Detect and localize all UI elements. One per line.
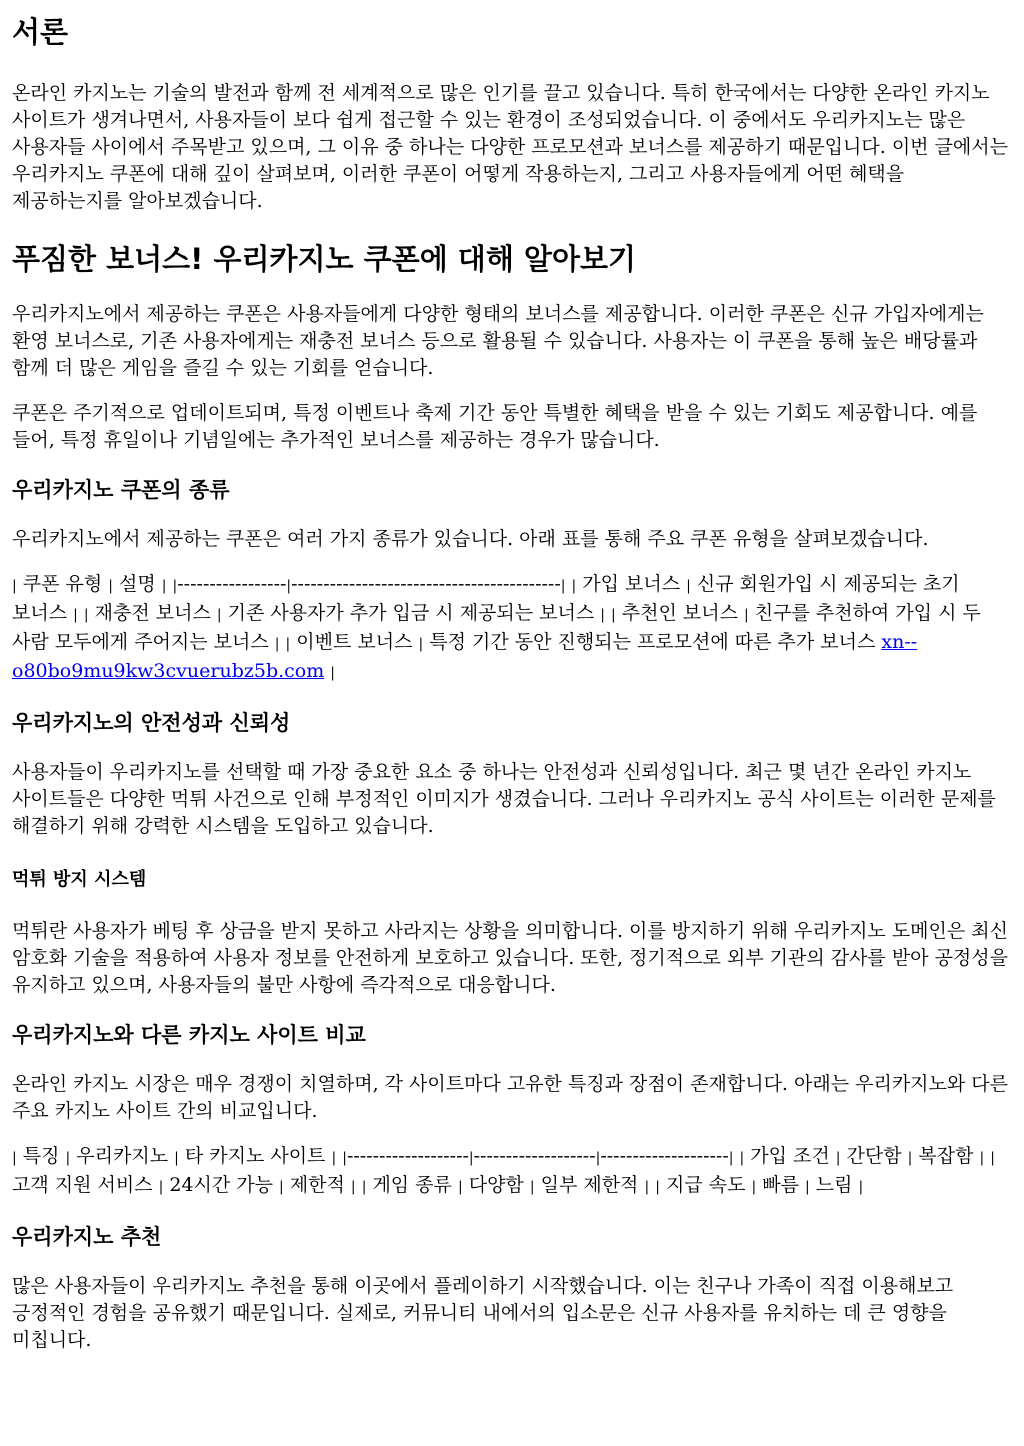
table-pipe: | bbox=[468, 1150, 474, 1166]
table-cell-text: -------------------- bbox=[600, 1145, 729, 1167]
table-pipe: | bbox=[83, 607, 89, 623]
table-pipe: | bbox=[595, 1150, 601, 1166]
table-pipe: | bbox=[611, 607, 616, 623]
table-pipe: | bbox=[571, 578, 577, 594]
table-cell-text: 신규 회원가입 시 제공되는 초기 보너스 bbox=[12, 573, 960, 624]
table-pipe: | bbox=[286, 578, 292, 594]
table-pipe: | bbox=[979, 1150, 985, 1166]
coupon-types-table bbox=[12, 571, 1012, 687]
table-pipe: | bbox=[342, 1150, 347, 1166]
coupon-heading: 푸짐한 보너스! 우리카지노 쿠폰에 대해 알아보기 bbox=[12, 242, 636, 276]
table-pipe: | bbox=[174, 1150, 179, 1166]
coupon-paragraph-2: 쿠폰은 주기적으로 업데이트되며, 특정 이벤트나 축제 기간 동안 특별한 혜택을 받을 수 있는 기회도 제공합니다. 예를 들어, 특정 휴일이나 기념일에는 추가적인 보너스를 제공하는 경우가 많습니다. bbox=[12, 402, 978, 451]
table-cell-text: 설명 bbox=[112, 573, 162, 595]
table-pipe: | bbox=[418, 636, 424, 652]
table-cell-text: 복잡함 bbox=[912, 1145, 980, 1167]
table-pipe: | bbox=[739, 1150, 745, 1166]
table-pipe: | bbox=[279, 1179, 284, 1195]
table-pipe: | bbox=[990, 1150, 996, 1166]
table-cell-text: 간단함 bbox=[840, 1145, 908, 1167]
table-pipe: | bbox=[686, 578, 691, 594]
table-pipe: | bbox=[804, 1179, 810, 1195]
table-pipe: | bbox=[65, 1150, 71, 1166]
table-cell-text: 일부 제한적 bbox=[534, 1174, 645, 1196]
table-pipe: | bbox=[655, 1179, 660, 1195]
safety-heading: 우리카지노의 안전성과 신뢰성 bbox=[12, 711, 291, 735]
table-pipe: | bbox=[728, 1150, 734, 1166]
table-pipe: | bbox=[73, 607, 78, 623]
table-cell-text: 빠름 bbox=[756, 1174, 805, 1196]
table-cell-text: 쿠폰 유형 bbox=[16, 573, 109, 595]
table-pipe: | bbox=[361, 1179, 367, 1195]
table-pipe: | bbox=[600, 607, 605, 623]
table-pipe: | bbox=[858, 1179, 864, 1195]
table-pipe: | bbox=[108, 578, 113, 594]
coupon-types-heading: 우리카지노 쿠폰의 종류 bbox=[12, 478, 230, 502]
table-cell-text: 가입 조건 bbox=[744, 1145, 836, 1167]
table-pipe: | bbox=[644, 1179, 650, 1195]
table-pipe: | bbox=[216, 607, 222, 623]
recommend-paragraph: 많은 사용자들이 우리카지노 추천을 통해 이곳에서 플레이하기 시작했습니다. 이는 친구나 가족이 직접 이용해보고 긍정적인 경험을 공유했기 때문입니다. 실제로, 커뮤니티 내에서의 입소문은 신규 사용자를 유치하는 데 큰 영향을 미칩니다. bbox=[12, 1275, 954, 1351]
intro-heading: 서론 bbox=[12, 15, 69, 49]
compare-heading: 우리카지노와 다른 카지노 사이트 비교 bbox=[12, 1023, 366, 1047]
table-cell-text: 제한적 bbox=[283, 1174, 351, 1196]
table-cell-text: 24시간 가능 bbox=[163, 1174, 280, 1196]
table-cell-text: 느림 bbox=[809, 1174, 859, 1196]
table-pipe: | bbox=[274, 636, 280, 652]
table-pipe: | bbox=[350, 1179, 356, 1195]
compare-table bbox=[12, 1143, 1012, 1201]
coupon-types-table-text bbox=[12, 573, 981, 653]
domain-link[interactable]: xn--o80bo9mu9kw3cvuerubz5b.com bbox=[12, 631, 918, 682]
table-cell-text: 우리카지노 bbox=[70, 1145, 175, 1167]
table-cell-text: 특정 기간 동안 진행되는 프로모션에 따른 추가 보너스 bbox=[423, 631, 882, 653]
table-cell-text: 가입 보너스 bbox=[576, 573, 687, 595]
table-pipe: | bbox=[330, 665, 336, 681]
table-pipe: | bbox=[744, 607, 749, 623]
table-cell-text: 타 카지노 사이트 bbox=[178, 1145, 332, 1167]
safety-paragraph: 사용자들이 우리카지노를 선택할 때 가장 중요한 요소 중 하나는 안전성과 신뢰성입니다. 최근 몇 년간 온라인 카지노 사이트들은 다양한 먹튀 사건으로 인해 부정적인 이미지가 생겼습니다. 그러나 우리카지노 공식 사이트는 이러한 문제를 해결하기 위해 강력한 시스템을 도입하고 있습니다. bbox=[12, 761, 996, 837]
table-pipe: | bbox=[158, 1179, 164, 1195]
table-pipe: | bbox=[835, 1150, 841, 1166]
table-cell-text: 이벤트 보너스 bbox=[290, 631, 419, 653]
table-cell-text: ------------------------------------------ bbox=[291, 573, 561, 595]
table-cell-text: 기존 사용자가 추가 입금 시 제공되는 보너스 bbox=[221, 602, 601, 624]
table-pipe: | bbox=[285, 636, 291, 652]
table-cell-text: ------------------- bbox=[346, 1145, 469, 1167]
recommend-heading: 우리카지노 추천 bbox=[12, 1225, 162, 1249]
table-cell-text: 추천인 보너스 bbox=[615, 602, 744, 624]
table-pipe: | bbox=[12, 578, 17, 594]
table-pipe: | bbox=[161, 578, 167, 594]
table-pipe: | bbox=[560, 578, 566, 594]
table-pipe: | bbox=[457, 1179, 463, 1195]
antiscam-paragraph: 먹튀란 사용자가 베팅 후 상금을 받지 못하고 사라지는 상황을 의미합니다. 이를 방지하기 위해 우리카지노 도메인은 최신 암호화 기술을 적용하여 사용자 정보를 안전하게 보호하고 있습니다. 또한, 정기적으로 외부 기관의 감사를 받아 공정성을 유지하고 있으며, 사용자들의 불만 사항에 즉각적으로 대응합니다. bbox=[12, 920, 1008, 996]
compare-table-text bbox=[12, 1145, 995, 1196]
table-cell-text: 게임 종류 bbox=[366, 1174, 458, 1196]
coupon-paragraph-1: 우리카지노에서 제공하는 쿠폰은 사용자들에게 다양한 형태의 보너스를 제공합니다. 이러한 쿠폰은 신규 가입자에게는 환영 보너스로, 기존 사용자에게는 재충전 보너스 등으로 활용될 수 있습니다. 사용자는 이 쿠폰을 통해 높은 배당률과 함께 더 많은 게임을 즐길 수 있는 기회를 얻습니다. bbox=[12, 303, 984, 379]
table-cell-text: ----------------- bbox=[177, 573, 287, 595]
table-cell-text: 친구를 추천하여 가입 시 두 사람 모두에게 주어지는 보너스 bbox=[12, 602, 981, 653]
intro-paragraph: 온라인 카지노는 기술의 발전과 함께 전 세계적으로 많은 인기를 끌고 있습니다. 특히 한국에서는 다양한 온라인 카지노 사이트가 생겨나면서, 사용자들이 보다 쉽게 접근할 수 있는 환경이 조성되었습니다. 이 중에서도 우리카지노는 많은 사용자들 사이에서 주목받고 있으며, 그 이유 중 하나는 다양한 프로모션과 보너스를 제공하기 때문입니다. 이번 글에서는 우리카지노 쿠폰에 대해 깊이 살펴보며, 이러한 쿠폰이 어떻게 작용하는지, 그리고 사용자들에게 어떤 혜택을 제공하는지를 알아보겠습니다. bbox=[12, 82, 1008, 212]
table-cell-text: ------------------- bbox=[473, 1145, 596, 1167]
coupon-types-paragraph: 우리카지노에서 제공하는 쿠폰은 여러 가지 종류가 있습니다. 아래 표를 통해 주요 쿠폰 유형을 살펴보겠습니다. bbox=[12, 528, 929, 550]
table-cell-text: 다양함 bbox=[462, 1174, 530, 1196]
table-cell-text: 특징 bbox=[16, 1145, 66, 1167]
table-cell-text: 지급 속도 bbox=[659, 1174, 752, 1196]
table-pipe: | bbox=[907, 1150, 913, 1166]
antiscam-heading: 먹튀 방지 시스템 bbox=[12, 869, 147, 890]
table-cell-text: 재충전 보너스 bbox=[88, 602, 217, 624]
table-pipe: | bbox=[331, 1150, 337, 1166]
table-pipe: | bbox=[529, 1179, 535, 1195]
table-pipe: | bbox=[172, 578, 178, 594]
table-cell-text: 고객 지원 서비스 bbox=[12, 1174, 159, 1196]
table-pipe: | bbox=[12, 1150, 17, 1166]
compare-paragraph: 온라인 카지노 시장은 매우 경쟁이 치열하며, 각 사이트마다 고유한 특징과 장점이 존재합니다. 아래는 우리카지노와 다른 주요 카지노 사이트 간의 비교입니다. bbox=[12, 1073, 1008, 1122]
table-pipe: | bbox=[751, 1179, 757, 1195]
